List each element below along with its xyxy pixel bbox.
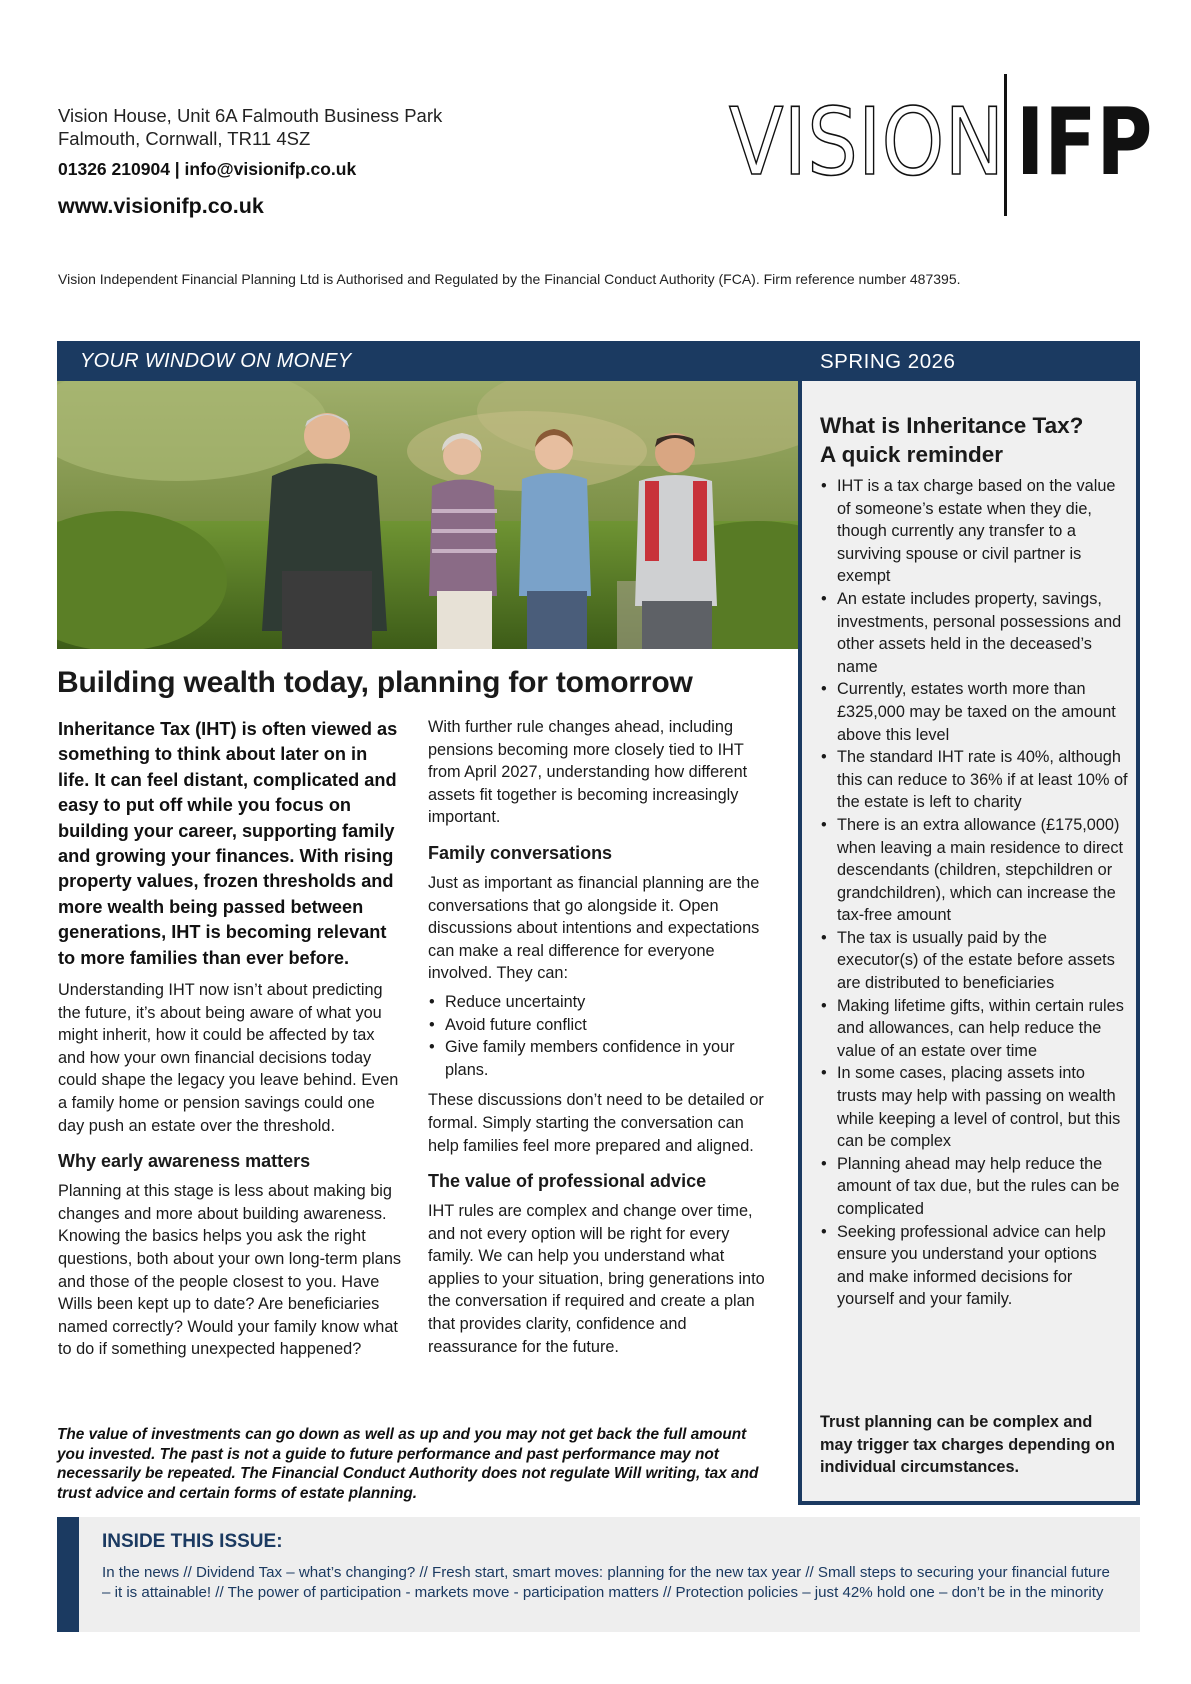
sidebar-item: • Planning ahead may help reduce the amount of tax due, but the rules can be complicated: [820, 1153, 1128, 1221]
list-item: • Give family members confidence in your plans.: [428, 1036, 778, 1081]
banner-issue: SPRING 2026: [820, 350, 956, 373]
article-lead: Inheritance Tax (IHT) is often viewed as something to think about later on in life. It can feel distant, complicated and easy to put off while you focus on building your career, supporting family and growing your finances. With rising property values, frozen thresholds and more wealth being passed between generations, IHT is becoming relevant to more families than ever before.: [58, 719, 398, 968]
sidebar-list: [820, 475, 1128, 1311]
article-paragraph: Just as important as financial planning are the conversations that go alongside it. Open discussions about intentions and expectations can make a real difference for everyone involved. They can:: [428, 873, 760, 983]
article-paragraph: Planning at this stage is less about making big changes and more about building awareness. Knowing the basics helps you ask the right questions, both about your own long-term plans and those of the people closest to you. Have Wills been kept up to date? Are beneficiaries named correctly? Would your family know what to do if something unexpected happened?: [58, 1182, 402, 1359]
sidebar-item: • There is an extra allowance (£175,000) when leaving a main residence to direct descendants (children, stepchildren or grandchildren), which can increase the tax-free amount: [820, 814, 1128, 927]
article-headline: Building wealth today, planning for tomorrow: [57, 666, 693, 699]
sidebar-title-line: A quick reminder: [820, 442, 1003, 467]
risk-disclaimer: The value of investments can go down as well as up and you may not get back the full amount you invested. The past is not a guide to future performance and past performance may not necessarily be repeated. The Financial Conduct Authority does not regulate Will writing, tax and trust advice and certain forms of estate planning.: [57, 1426, 759, 1502]
section-heading-professional-advice: The value of professional advice: [428, 1171, 707, 1192]
list-item: • Avoid future conflict: [428, 1014, 778, 1037]
section-heading-family-conversations: Family conversations: [428, 842, 613, 863]
article-column-1: [58, 717, 403, 1361]
article-paragraph: These discussions don’t need to be detailed or formal. Simply starting the conversation can help families feel more prepared and aligned.: [428, 1091, 764, 1155]
sidebar-item: • IHT is a tax charge based on the value of someone’s estate when they die, though currently any transfer to a surviving spouse or civil partner is exempt: [820, 475, 1128, 588]
banner-tagline: YOUR WINDOW ON MONEY: [80, 350, 352, 372]
benefits-list: [428, 991, 778, 1081]
article-paragraph: With further rule changes ahead, including pensions becoming more closely tied to IHT from April 2027, understanding how different assets fit together is becoming increasingly important.: [428, 718, 748, 827]
logo-text-vision: VISION: [728, 88, 1004, 196]
inside-this-issue: [57, 1517, 1140, 1632]
address-line-2: Falmouth, Cornwall, TR11 4SZ: [58, 128, 311, 149]
fca-statement: Vision Independent Financial Planning Ltd is Authorised and Regulated by the Financial Conduct Authority (FCA). Firm reference number 487395.: [58, 271, 961, 287]
hero-photo: [57, 381, 798, 649]
list-item: • Reduce uncertainty: [428, 991, 778, 1014]
sidebar-item: • The tax is usually paid by the executor(s) of the estate before assets are distributed to beneficiaries: [820, 927, 1128, 995]
vision-ifp-logo: [706, 74, 1153, 216]
sidebar-item: • Seeking professional advice can help ensure you understand your options and make informed decisions for yourself and your family.: [820, 1221, 1128, 1311]
address: [58, 104, 442, 150]
inside-title: INSIDE THIS ISSUE:: [102, 1531, 283, 1552]
contact-details[interactable]: 01326 210904 | info@visionifp.co.uk: [58, 159, 357, 179]
sidebar-note: Trust planning can be complex and may trigger tax charges depending on individual circumstances.: [820, 1413, 1115, 1477]
hikers-photo-illustration: [57, 381, 798, 649]
iht-reminder-sidebar: [798, 381, 1140, 1505]
inside-contents: In the news // Dividend Tax – what’s changing? // Fresh start, smart moves: planning for the new tax year // Small steps to securing your financial future – it is attainable! // The power of participation - markets move - participation matters // Protection policies – just 42% hold one – don’t be in the minority: [102, 1564, 1110, 1601]
article-paragraph: Understanding IHT now isn’t about predicting the future, it’s about being aware of what you might inherit, how it could be affected by tax and how your own financial decisions today could shape the legacy you leave behind. Even a family home or pension savings could one day push an estate over the threshold.: [58, 981, 399, 1135]
sidebar-title: [820, 411, 1083, 469]
article-paragraph: IHT rules are complex and change over time, and not every option will be right for every family. We can help you understand what applies to your situation, bring generations into the conversation if required and create a plan that provides clarity, confidence and reassurance for the future.: [428, 1202, 765, 1356]
sidebar-item: • The standard IHT rate is 40%, although this can reduce to 36% if at least 10% of the estate is left to charity: [820, 746, 1128, 814]
sidebar-item: • Making lifetime gifts, within certain rules and allowances, can help reduce the value of an estate over time: [820, 995, 1128, 1063]
article-column-2: [428, 717, 778, 1358]
logo-divider: [1004, 74, 1007, 216]
sidebar-title-line: What is Inheritance Tax?: [820, 413, 1084, 438]
newsletter-banner: [57, 341, 1140, 381]
logo-text-ifp: IFP: [1016, 88, 1153, 196]
sidebar-item: • An estate includes property, savings, investments, personal possessions and other assets held in the deceased’s name: [820, 588, 1128, 678]
sidebar-item: • In some cases, placing assets into trusts may help with passing on wealth while keeping a level of control, but this can be complex: [820, 1062, 1128, 1152]
inside-accent-bar: [57, 1517, 79, 1632]
website-link[interactable]: www.visionifp.co.uk: [58, 194, 264, 218]
section-heading-early-awareness: Why early awareness matters: [58, 1151, 311, 1172]
sidebar-item: • Currently, estates worth more than £325,000 may be taxed on the amount above this level: [820, 678, 1128, 746]
address-line-1: Vision House, Unit 6A Falmouth Business Park: [58, 105, 443, 126]
